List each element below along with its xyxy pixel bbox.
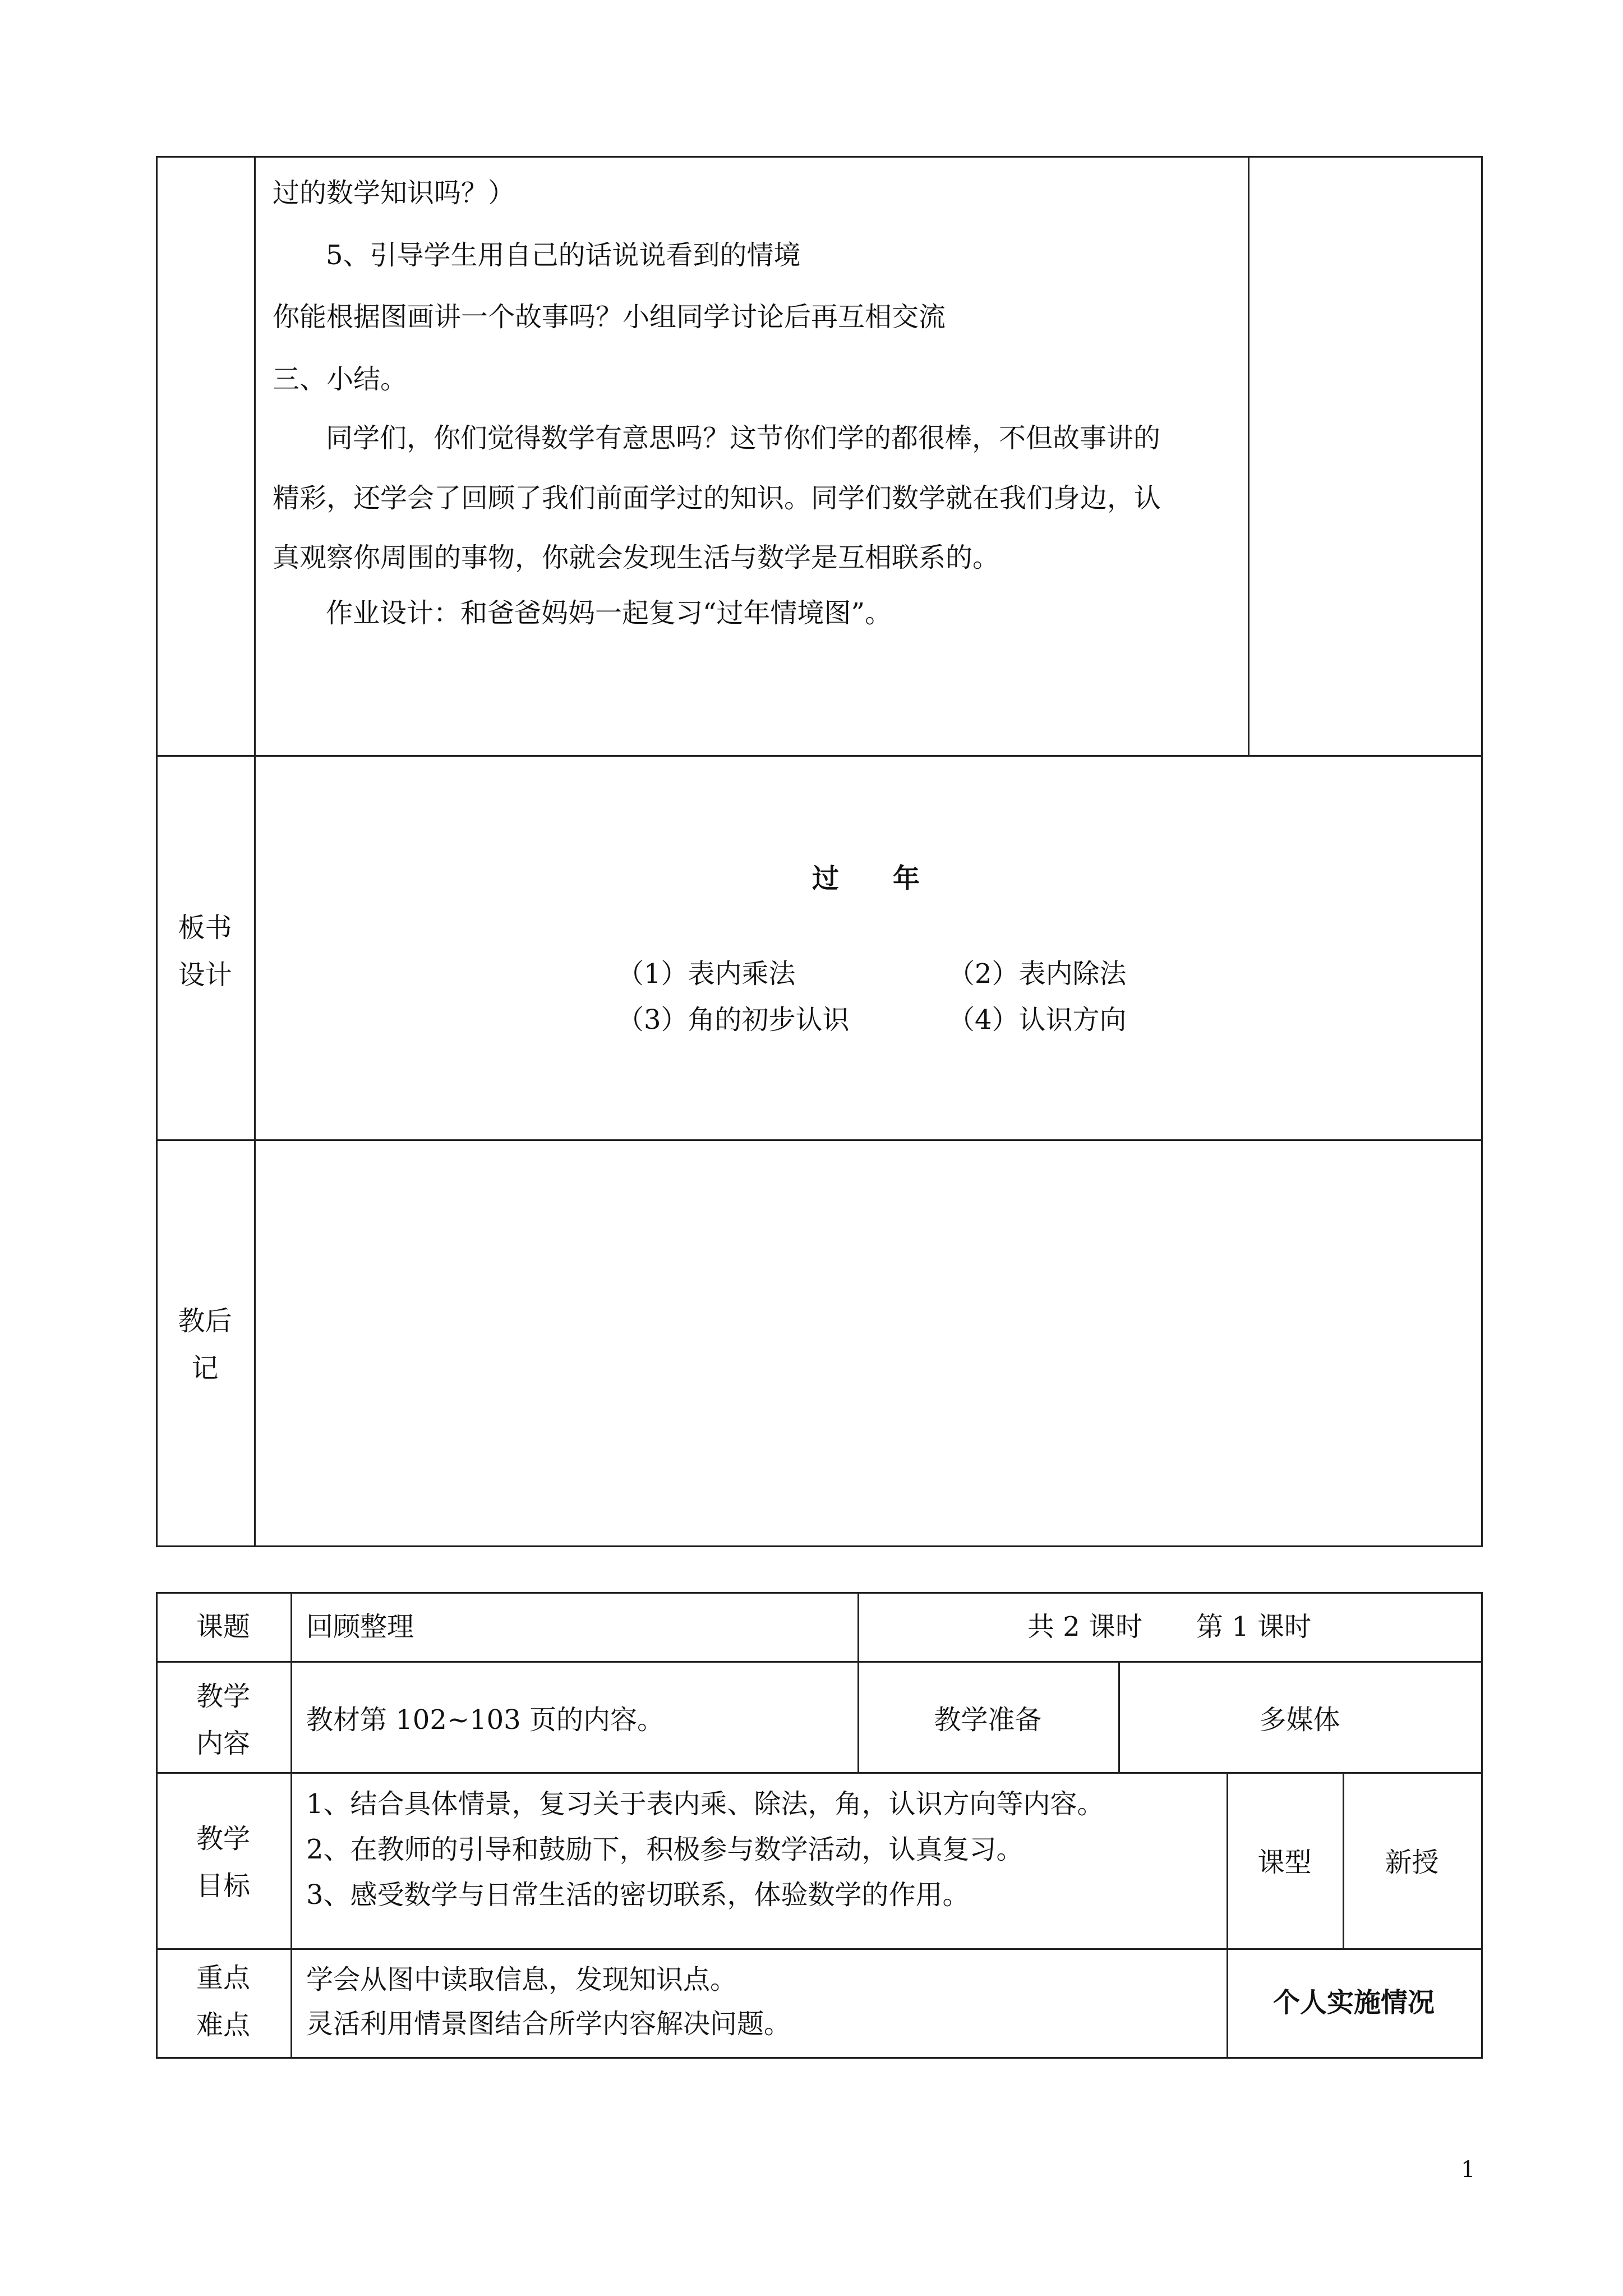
board-label-line1: 板书 (178, 912, 232, 944)
board-title: 过 年 (812, 863, 920, 894)
key-label-line2: 难点 (196, 2009, 250, 2041)
goal-item: 3、感受数学与日常生活的密切联系，体验数学的作用。 (306, 1879, 970, 1911)
board-item: （3）角的初步认识 (617, 1004, 850, 1036)
content-value: 教材第 102~103 页的内容。 (306, 1704, 664, 1736)
goals-label-line2: 目标 (196, 1870, 250, 1902)
key-point: 学会从图中读取信息，发现知识点。 (306, 1964, 737, 1995)
implementation-label: 个人实施情况 (1272, 1987, 1435, 2018)
board-item: （4）认识方向 (948, 1004, 1127, 1036)
process-line: 精彩，还学会了回顾了我们前面学过的知识。同学们数学就在我们身边，认 (273, 482, 1161, 514)
process-line: 5、引导学生用自己的话说说看到的情境 (326, 240, 801, 271)
process-line: 作业设计：和爸爸妈妈一起复习“过年情境图”。 (326, 597, 892, 629)
key-point: 灵活利用情景图结合所学内容解决问题。 (306, 2008, 791, 2040)
process-line: 过的数学知识吗？） (273, 177, 515, 209)
goals-label-line1: 教学 (196, 1823, 250, 1855)
prep-value: 多媒体 (1259, 1704, 1340, 1736)
board-item: （1）表内乘法 (617, 958, 796, 990)
type-value: 新授 (1385, 1847, 1439, 1878)
prep-label: 教学准备 (934, 1704, 1042, 1736)
board-item: （2）表内除法 (948, 958, 1127, 990)
content-label-line2: 内容 (196, 1728, 250, 1759)
page-number: 1 (1461, 2157, 1476, 2183)
process-line: 同学们，你们觉得数学有意思吗？这节你们学的都很棒，不但故事讲的 (326, 422, 1161, 454)
goal-item: 2、在教师的引导和鼓励下，积极参与数学活动，认真复习。 (306, 1834, 1023, 1865)
type-label: 课型 (1257, 1847, 1312, 1878)
process-line: 真观察你周围的事物，你就会发现生活与数学是互相联系的。 (273, 542, 1000, 573)
reflection-label-line1: 教后 (178, 1305, 232, 1337)
topic-label: 课题 (196, 1611, 250, 1642)
goal-item: 1、结合具体情景，复习关于表内乘、除法，角，认识方向等内容。 (306, 1788, 1104, 1820)
content-label-line1: 教学 (196, 1681, 250, 1712)
process-line: 三、小结。 (273, 364, 408, 395)
topic-value: 回顾整理 (306, 1611, 414, 1642)
key-label-line1: 重点 (196, 1962, 250, 1994)
board-label-line2: 设计 (178, 959, 232, 991)
periods: 共 2 课时 第 1 课时 (1027, 1611, 1312, 1642)
process-line: 你能根据图画讲一个故事吗？小组同学讨论后再互相交流 (273, 301, 946, 333)
reflection-label-line2: 记 (191, 1352, 219, 1384)
